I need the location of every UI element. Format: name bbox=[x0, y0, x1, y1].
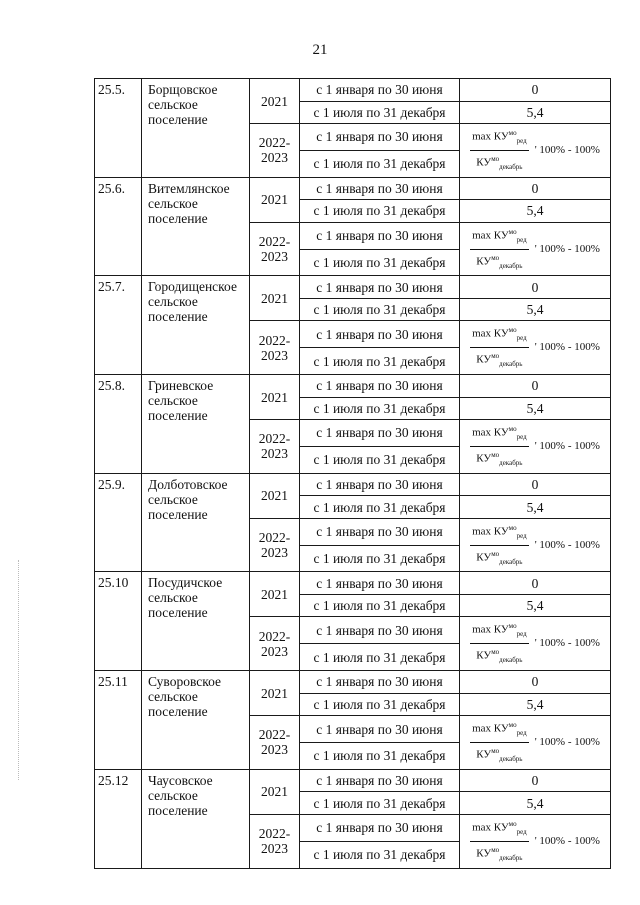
value-cell: 5,4 bbox=[460, 693, 611, 716]
value-cell: 0 bbox=[460, 276, 611, 299]
period-cell: с 1 января по 30 июня bbox=[300, 177, 460, 200]
settlement-name: Посудичское сельское поселение bbox=[142, 572, 250, 671]
formula-denominator: $КУ^{мо}_{декабрь}$ bbox=[476, 253, 523, 270]
formula-fraction bbox=[470, 323, 529, 372]
settlement-name: Чаусовское сельское поселение bbox=[142, 769, 250, 868]
formula bbox=[460, 815, 610, 868]
settlement-name: Гриневское сельское поселение bbox=[142, 375, 250, 474]
year-cell: 2022-2023 bbox=[250, 617, 300, 671]
formula-cell bbox=[460, 617, 611, 671]
formula-denominator: $КУ^{мо}_{декабрь}$ bbox=[476, 746, 523, 763]
period-cell: с 1 июля по 31 декабря bbox=[300, 841, 460, 868]
period-cell: с 1 июля по 31 декабря bbox=[300, 594, 460, 617]
period-cell: с 1 января по 30 июня bbox=[300, 814, 460, 841]
value-cell: 5,4 bbox=[460, 200, 611, 223]
settlement-name: Борщовское сельское поселение bbox=[142, 79, 250, 178]
table-row bbox=[95, 79, 611, 102]
row-number: 25.12 bbox=[95, 769, 142, 868]
formula-multiplier: ' 100% - 100% bbox=[534, 341, 600, 354]
period-cell: с 1 июля по 31 декабря bbox=[300, 249, 460, 276]
formula-numerator: $\max КУ^{мо}_{ред}$ bbox=[470, 521, 529, 546]
year-cell: 2021 bbox=[250, 572, 300, 617]
formula-numerator: $\max КУ^{мо}_{ред}$ bbox=[470, 817, 529, 842]
year-cell: 2021 bbox=[250, 276, 300, 321]
formula bbox=[460, 617, 610, 670]
year-cell: 2022-2023 bbox=[250, 222, 300, 276]
period-cell: с 1 января по 30 июня bbox=[300, 420, 460, 447]
period-cell: с 1 июля по 31 декабря bbox=[300, 545, 460, 572]
settlement-name: Суворовское сельское поселение bbox=[142, 671, 250, 770]
formula bbox=[460, 321, 610, 374]
formula-numerator: $\max КУ^{мо}_{ред}$ bbox=[470, 323, 529, 348]
scan-margin-marks bbox=[18, 560, 20, 780]
period-cell: с 1 июля по 31 декабря bbox=[300, 150, 460, 177]
formula-denominator: $КУ^{мо}_{декабрь}$ bbox=[476, 845, 523, 862]
year-cell: 2021 bbox=[250, 473, 300, 518]
period-cell: с 1 января по 30 июня bbox=[300, 617, 460, 644]
formula-cell bbox=[460, 814, 611, 868]
table-row bbox=[95, 473, 611, 496]
period-cell: с 1 января по 30 июня bbox=[300, 518, 460, 545]
formula-cell bbox=[460, 124, 611, 178]
formula-cell bbox=[460, 716, 611, 770]
formula-numerator: $\max КУ^{мо}_{ред}$ bbox=[470, 718, 529, 743]
formula-numerator: $\max КУ^{мо}_{ред}$ bbox=[470, 225, 529, 250]
period-cell: с 1 января по 30 июня bbox=[300, 572, 460, 595]
value-cell: 5,4 bbox=[460, 397, 611, 420]
settlement-name: Витемлянское сельское поселение bbox=[142, 177, 250, 276]
period-cell: с 1 июля по 31 декабря bbox=[300, 446, 460, 473]
table-row bbox=[95, 276, 611, 299]
period-cell: с 1 января по 30 июня bbox=[300, 222, 460, 249]
year-cell: 2022-2023 bbox=[250, 814, 300, 868]
formula-numerator: $\max КУ^{мо}_{ред}$ bbox=[470, 422, 529, 447]
value-cell: 5,4 bbox=[460, 298, 611, 321]
formula-denominator: $КУ^{мо}_{декабрь}$ bbox=[476, 154, 523, 171]
formula-denominator: $КУ^{мо}_{декабрь}$ bbox=[476, 549, 523, 566]
settlement-name: Городищенское сельское поселение bbox=[142, 276, 250, 375]
year-cell: 2022-2023 bbox=[250, 716, 300, 770]
page-number: 21 bbox=[312, 42, 328, 58]
tariff-table-body bbox=[95, 79, 611, 869]
formula-fraction bbox=[470, 225, 529, 274]
value-cell: 5,4 bbox=[460, 101, 611, 124]
period-cell: с 1 января по 30 июня bbox=[300, 671, 460, 694]
value-cell: 0 bbox=[460, 177, 611, 200]
row-number: 25.8. bbox=[95, 375, 142, 474]
formula bbox=[460, 420, 610, 473]
formula-multiplier: ' 100% - 100% bbox=[534, 637, 600, 650]
formula-numerator: $\max КУ^{мо}_{ред}$ bbox=[470, 619, 529, 644]
table-row bbox=[95, 671, 611, 694]
row-number: 25.7. bbox=[95, 276, 142, 375]
period-cell: с 1 января по 30 июня bbox=[300, 716, 460, 743]
year-cell: 2021 bbox=[250, 769, 300, 814]
year-cell: 2021 bbox=[250, 671, 300, 716]
table-row bbox=[95, 769, 611, 792]
table-row bbox=[95, 177, 611, 200]
value-cell: 0 bbox=[460, 79, 611, 102]
formula bbox=[460, 716, 610, 769]
formula-multiplier: ' 100% - 100% bbox=[534, 735, 600, 748]
table-row bbox=[95, 375, 611, 398]
period-cell: с 1 января по 30 июня bbox=[300, 769, 460, 792]
formula-cell bbox=[460, 518, 611, 572]
formula-multiplier: ' 100% - 100% bbox=[534, 242, 600, 255]
period-cell: с 1 июля по 31 декабря bbox=[300, 101, 460, 124]
period-cell: с 1 июля по 31 декабря bbox=[300, 496, 460, 519]
period-cell: с 1 июля по 31 декабря bbox=[300, 298, 460, 321]
formula-denominator: $КУ^{мо}_{декабрь}$ bbox=[476, 352, 523, 369]
formula-fraction bbox=[470, 521, 529, 570]
row-number: 25.11 bbox=[95, 671, 142, 770]
period-cell: с 1 января по 30 июня bbox=[300, 124, 460, 151]
period-cell: с 1 января по 30 июня bbox=[300, 276, 460, 299]
period-cell: с 1 июля по 31 декабря bbox=[300, 742, 460, 769]
period-cell: с 1 июля по 31 декабря bbox=[300, 200, 460, 223]
value-cell: 0 bbox=[460, 375, 611, 398]
row-number: 25.5. bbox=[95, 79, 142, 178]
period-cell: с 1 июля по 31 декабря bbox=[300, 644, 460, 671]
year-cell: 2022-2023 bbox=[250, 124, 300, 178]
formula-multiplier: ' 100% - 100% bbox=[534, 143, 600, 156]
year-cell: 2022-2023 bbox=[250, 420, 300, 474]
year-cell: 2022-2023 bbox=[250, 518, 300, 572]
formula-cell bbox=[460, 222, 611, 276]
year-cell: 2021 bbox=[250, 79, 300, 124]
table-row bbox=[95, 572, 611, 595]
formula-multiplier: ' 100% - 100% bbox=[534, 538, 600, 551]
formula-cell bbox=[460, 420, 611, 474]
period-cell: с 1 января по 30 июня bbox=[300, 79, 460, 102]
value-cell: 0 bbox=[460, 671, 611, 694]
value-cell: 0 bbox=[460, 473, 611, 496]
period-cell: с 1 января по 30 июня bbox=[300, 321, 460, 348]
formula-multiplier: ' 100% - 100% bbox=[534, 834, 600, 847]
value-cell: 5,4 bbox=[460, 496, 611, 519]
year-cell: 2021 bbox=[250, 375, 300, 420]
formula-denominator: $КУ^{мо}_{декабрь}$ bbox=[476, 648, 523, 665]
formula-denominator: $КУ^{мо}_{декабрь}$ bbox=[476, 450, 523, 467]
formula bbox=[460, 519, 610, 572]
formula-fraction bbox=[470, 422, 529, 471]
formula-multiplier: ' 100% - 100% bbox=[534, 439, 600, 452]
value-cell: 5,4 bbox=[460, 594, 611, 617]
year-cell: 2022-2023 bbox=[250, 321, 300, 375]
period-cell: с 1 июля по 31 декабря bbox=[300, 792, 460, 815]
formula-fraction bbox=[470, 126, 529, 175]
value-cell: 0 bbox=[460, 769, 611, 792]
row-number: 25.6. bbox=[95, 177, 142, 276]
row-number: 25.10 bbox=[95, 572, 142, 671]
value-cell: 5,4 bbox=[460, 792, 611, 815]
formula bbox=[460, 223, 610, 276]
period-cell: с 1 января по 30 июня bbox=[300, 473, 460, 496]
formula-cell bbox=[460, 321, 611, 375]
formula-fraction bbox=[470, 817, 529, 866]
tariff-table bbox=[94, 78, 611, 869]
period-cell: с 1 июля по 31 декабря bbox=[300, 348, 460, 375]
period-cell: с 1 января по 30 июня bbox=[300, 375, 460, 398]
period-cell: с 1 июля по 31 декабря bbox=[300, 693, 460, 716]
formula-fraction bbox=[470, 619, 529, 668]
row-number: 25.9. bbox=[95, 473, 142, 572]
settlement-name: Долботовское сельское поселение bbox=[142, 473, 250, 572]
formula-numerator: $\max КУ^{мо}_{ред}$ bbox=[470, 126, 529, 151]
period-cell: с 1 июля по 31 декабря bbox=[300, 397, 460, 420]
year-cell: 2021 bbox=[250, 177, 300, 222]
value-cell: 0 bbox=[460, 572, 611, 595]
formula-fraction bbox=[470, 718, 529, 767]
formula bbox=[460, 124, 610, 177]
